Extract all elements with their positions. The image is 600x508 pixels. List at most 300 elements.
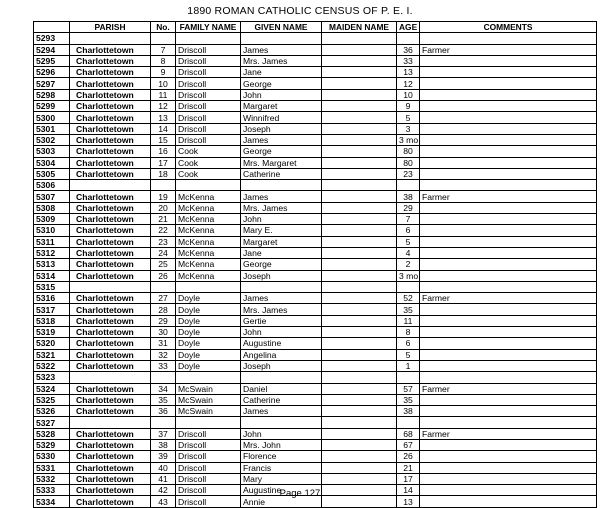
family-name-cell: McSwain <box>176 406 241 417</box>
table-row <box>34 168 597 179</box>
parish-cell: Charlottetown <box>70 89 151 100</box>
table-row <box>34 225 597 236</box>
table-row <box>34 112 597 123</box>
given-name-cell: Catherine <box>241 168 322 179</box>
age-cell: 36 <box>397 44 420 55</box>
age-cell <box>397 372 420 383</box>
census-body <box>34 33 597 507</box>
family-name-cell: Doyle <box>176 338 241 349</box>
family-name-cell: Driscoll <box>176 439 241 450</box>
record-id-cell: 5297 <box>34 78 70 89</box>
family-name-cell: Driscoll <box>176 67 241 78</box>
maiden-name-cell <box>322 281 397 292</box>
table-row <box>34 89 597 100</box>
table-row <box>34 406 597 417</box>
number-cell: 7 <box>151 44 176 55</box>
maiden-name-cell <box>322 236 397 247</box>
table-row <box>34 214 597 225</box>
family-name-cell: Doyle <box>176 293 241 304</box>
number-cell <box>151 372 176 383</box>
parish-cell: Charlottetown <box>70 327 151 338</box>
parish-cell: Charlottetown <box>70 214 151 225</box>
parish-cell: Charlottetown <box>70 44 151 55</box>
record-id-cell: 5315 <box>34 281 70 292</box>
maiden-name-cell <box>322 270 397 281</box>
comments-cell <box>420 123 597 134</box>
family-name-cell: Driscoll <box>176 134 241 145</box>
col-header-comments: COMMENTS <box>420 22 597 33</box>
record-id-cell: 5317 <box>34 304 70 315</box>
record-id-cell: 5309 <box>34 214 70 225</box>
parish-cell <box>70 372 151 383</box>
parish-cell: Charlottetown <box>70 439 151 450</box>
maiden-name-cell <box>322 304 397 315</box>
maiden-name-cell <box>322 394 397 405</box>
record-id-cell: 5299 <box>34 101 70 112</box>
record-id-cell: 5313 <box>34 259 70 270</box>
record-id-cell: 5306 <box>34 180 70 191</box>
parish-cell: Charlottetown <box>70 485 151 496</box>
given-name-cell: Catherine <box>241 394 322 405</box>
parish-cell: Charlottetown <box>70 236 151 247</box>
family-name-cell: Driscoll <box>176 123 241 134</box>
given-name-cell: George <box>241 78 322 89</box>
comments-cell <box>420 180 597 191</box>
parish-cell: Charlottetown <box>70 270 151 281</box>
comments-cell <box>420 327 597 338</box>
family-name-cell: Driscoll <box>176 451 241 462</box>
given-name-cell <box>241 33 322 44</box>
record-id-cell: 5308 <box>34 202 70 213</box>
family-name-cell: Doyle <box>176 349 241 360</box>
maiden-name-cell <box>322 67 397 78</box>
age-cell: 21 <box>397 462 420 473</box>
comments-cell <box>420 168 597 179</box>
comments-cell: Farmer <box>420 383 597 394</box>
given-name-cell: George <box>241 146 322 157</box>
table-row <box>34 473 597 484</box>
given-name-cell <box>241 281 322 292</box>
parish-cell: Charlottetown <box>70 157 151 168</box>
age-cell <box>397 417 420 428</box>
record-id-cell: 5293 <box>34 33 70 44</box>
maiden-name-cell <box>322 123 397 134</box>
parish-cell: Charlottetown <box>70 383 151 394</box>
maiden-name-cell <box>322 134 397 145</box>
parish-cell: Charlottetown <box>70 225 151 236</box>
given-name-cell: Florence <box>241 451 322 462</box>
table-row <box>34 451 597 462</box>
family-name-cell <box>176 281 241 292</box>
family-name-cell: Driscoll <box>176 112 241 123</box>
number-cell: 31 <box>151 338 176 349</box>
table-row <box>34 259 597 270</box>
age-cell: 13 <box>397 67 420 78</box>
number-cell: 41 <box>151 473 176 484</box>
comments-cell <box>420 67 597 78</box>
comments-cell <box>420 394 597 405</box>
given-name-cell: Joseph <box>241 360 322 371</box>
age-cell: 57 <box>397 383 420 394</box>
comments-cell <box>420 146 597 157</box>
given-name-cell: James <box>241 406 322 417</box>
record-id-cell: 5310 <box>34 225 70 236</box>
age-cell: 3 mo <box>397 134 420 145</box>
number-cell: 33 <box>151 360 176 371</box>
comments-cell <box>420 372 597 383</box>
family-name-cell <box>176 417 241 428</box>
number-cell: 38 <box>151 439 176 450</box>
record-id-cell: 5304 <box>34 157 70 168</box>
age-cell: 2 <box>397 259 420 270</box>
table-row <box>34 281 597 292</box>
age-cell: 38 <box>397 406 420 417</box>
document-title: 1890 ROMAN CATHOLIC CENSUS OF P. E. I. <box>187 5 413 17</box>
age-cell: 10 <box>397 89 420 100</box>
age-cell: 35 <box>397 304 420 315</box>
record-id-cell: 5324 <box>34 383 70 394</box>
record-id-cell: 5326 <box>34 406 70 417</box>
given-name-cell: Margaret <box>241 101 322 112</box>
number-cell: 16 <box>151 146 176 157</box>
maiden-name-cell <box>322 451 397 462</box>
maiden-name-cell <box>322 146 397 157</box>
parish-cell <box>70 33 151 44</box>
col-header-maiden-name: MAIDEN NAME <box>322 22 397 33</box>
record-id-cell: 5295 <box>34 55 70 66</box>
record-id-cell: 5303 <box>34 146 70 157</box>
number-cell: 25 <box>151 259 176 270</box>
number-cell: 15 <box>151 134 176 145</box>
parish-cell: Charlottetown <box>70 247 151 258</box>
parish-cell: Charlottetown <box>70 406 151 417</box>
number-cell: 18 <box>151 168 176 179</box>
table-row <box>34 180 597 191</box>
family-name-cell <box>176 372 241 383</box>
table-row <box>34 101 597 112</box>
family-name-cell: McKenna <box>176 202 241 213</box>
given-name-cell: Mrs. James <box>241 55 322 66</box>
family-name-cell <box>176 180 241 191</box>
given-name-cell: John <box>241 428 322 439</box>
maiden-name-cell <box>322 89 397 100</box>
number-cell <box>151 417 176 428</box>
comments-cell <box>420 462 597 473</box>
age-cell: 12 <box>397 78 420 89</box>
given-name-cell: John <box>241 89 322 100</box>
given-name-cell: James <box>241 191 322 202</box>
maiden-name-cell <box>322 406 397 417</box>
age-cell: 9 <box>397 101 420 112</box>
maiden-name-cell <box>322 168 397 179</box>
age-cell: 7 <box>397 214 420 225</box>
parish-cell: Charlottetown <box>70 338 151 349</box>
maiden-name-cell <box>322 462 397 473</box>
record-id-cell: 5334 <box>34 496 70 507</box>
parish-cell: Charlottetown <box>70 428 151 439</box>
parish-cell <box>70 180 151 191</box>
maiden-name-cell <box>322 33 397 44</box>
parish-cell <box>70 281 151 292</box>
family-name-cell: Cook <box>176 168 241 179</box>
table-row <box>34 315 597 326</box>
age-cell: 4 <box>397 247 420 258</box>
table-row <box>34 33 597 44</box>
age-cell: 68 <box>397 428 420 439</box>
parish-cell: Charlottetown <box>70 146 151 157</box>
comments-cell: Farmer <box>420 428 597 439</box>
parish-cell: Charlottetown <box>70 360 151 371</box>
given-name-cell: Jane <box>241 247 322 258</box>
given-name-cell: Joseph <box>241 270 322 281</box>
record-id-cell: 5330 <box>34 451 70 462</box>
age-cell: 17 <box>397 473 420 484</box>
age-cell: 80 <box>397 157 420 168</box>
family-name-cell: Doyle <box>176 360 241 371</box>
age-cell <box>397 180 420 191</box>
table-row <box>34 123 597 134</box>
given-name-cell: Mrs. John <box>241 439 322 450</box>
maiden-name-cell <box>322 383 397 394</box>
header-row <box>34 22 597 33</box>
comments-cell <box>420 78 597 89</box>
table-row <box>34 338 597 349</box>
parish-cell: Charlottetown <box>70 394 151 405</box>
family-name-cell: McSwain <box>176 383 241 394</box>
maiden-name-cell <box>322 338 397 349</box>
age-cell: 5 <box>397 349 420 360</box>
family-name-cell: McSwain <box>176 394 241 405</box>
table-row <box>34 428 597 439</box>
record-id-cell: 5316 <box>34 293 70 304</box>
given-name-cell: Angelina <box>241 349 322 360</box>
number-cell <box>151 180 176 191</box>
parish-cell: Charlottetown <box>70 304 151 315</box>
number-cell: 34 <box>151 383 176 394</box>
given-name-cell: Daniel <box>241 383 322 394</box>
maiden-name-cell <box>322 225 397 236</box>
record-id-cell: 5323 <box>34 372 70 383</box>
family-name-cell: Doyle <box>176 304 241 315</box>
table-row <box>34 349 597 360</box>
maiden-name-cell <box>322 315 397 326</box>
maiden-name-cell <box>322 214 397 225</box>
comments-cell <box>420 101 597 112</box>
parish-cell: Charlottetown <box>70 67 151 78</box>
parish-cell: Charlottetown <box>70 259 151 270</box>
table-row <box>34 191 597 202</box>
age-cell: 80 <box>397 146 420 157</box>
age-cell: 52 <box>397 293 420 304</box>
number-cell: 29 <box>151 315 176 326</box>
record-id-cell: 5305 <box>34 168 70 179</box>
family-name-cell: McKenna <box>176 236 241 247</box>
given-name-cell: Gertie <box>241 315 322 326</box>
parish-cell: Charlottetown <box>70 473 151 484</box>
family-name-cell: Driscoll <box>176 485 241 496</box>
parish-cell <box>70 417 151 428</box>
parish-cell: Charlottetown <box>70 112 151 123</box>
given-name-cell: Augustine <box>241 338 322 349</box>
maiden-name-cell <box>322 360 397 371</box>
maiden-name-cell <box>322 112 397 123</box>
given-name-cell: Winnifred <box>241 112 322 123</box>
given-name-cell: George <box>241 259 322 270</box>
parish-cell: Charlottetown <box>70 496 151 507</box>
record-id-cell: 5294 <box>34 44 70 55</box>
comments-cell: Farmer <box>420 293 597 304</box>
comments-cell <box>420 202 597 213</box>
col-header-record <box>34 22 70 33</box>
family-name-cell: McKenna <box>176 225 241 236</box>
family-name-cell: Driscoll <box>176 89 241 100</box>
record-id-cell: 5328 <box>34 428 70 439</box>
family-name-cell: Driscoll <box>176 44 241 55</box>
table-row <box>34 304 597 315</box>
maiden-name-cell <box>322 327 397 338</box>
age-cell: 14 <box>397 485 420 496</box>
family-name-cell: Doyle <box>176 315 241 326</box>
number-cell: 30 <box>151 327 176 338</box>
comments-cell <box>420 473 597 484</box>
age-cell: 6 <box>397 338 420 349</box>
age-cell: 33 <box>397 55 420 66</box>
comments-cell <box>420 406 597 417</box>
parish-cell: Charlottetown <box>70 101 151 112</box>
record-id-cell: 5302 <box>34 134 70 145</box>
record-id-cell: 5312 <box>34 247 70 258</box>
comments-cell <box>420 112 597 123</box>
family-name-cell: McKenna <box>176 259 241 270</box>
number-cell: 35 <box>151 394 176 405</box>
given-name-cell <box>241 180 322 191</box>
given-name-cell <box>241 417 322 428</box>
maiden-name-cell <box>322 473 397 484</box>
given-name-cell: John <box>241 214 322 225</box>
record-id-cell: 5314 <box>34 270 70 281</box>
comments-cell <box>420 417 597 428</box>
number-cell: 13 <box>151 112 176 123</box>
maiden-name-cell <box>322 78 397 89</box>
number-cell: 32 <box>151 349 176 360</box>
table-row <box>34 327 597 338</box>
comments-cell <box>420 439 597 450</box>
number-cell: 37 <box>151 428 176 439</box>
family-name-cell: McKenna <box>176 270 241 281</box>
record-id-cell: 5321 <box>34 349 70 360</box>
age-cell: 23 <box>397 168 420 179</box>
table-row <box>34 146 597 157</box>
record-id-cell: 5320 <box>34 338 70 349</box>
number-cell: 36 <box>151 406 176 417</box>
number-cell: 8 <box>151 55 176 66</box>
given-name-cell: Francis <box>241 462 322 473</box>
age-cell: 6 <box>397 225 420 236</box>
family-name-cell: Driscoll <box>176 78 241 89</box>
age-cell: 1 <box>397 360 420 371</box>
page-number: Page 127 <box>279 488 321 499</box>
record-id-cell: 5329 <box>34 439 70 450</box>
col-header-family-name: FAMILY NAME <box>176 22 241 33</box>
record-id-cell: 5300 <box>34 112 70 123</box>
age-cell: 13 <box>397 496 420 507</box>
record-id-cell: 5311 <box>34 236 70 247</box>
age-cell: 5 <box>397 112 420 123</box>
parish-cell: Charlottetown <box>70 78 151 89</box>
number-cell: 10 <box>151 78 176 89</box>
parish-cell: Charlottetown <box>70 123 151 134</box>
number-cell <box>151 281 176 292</box>
number-cell: 43 <box>151 496 176 507</box>
comments-cell <box>420 157 597 168</box>
comments-cell <box>420 236 597 247</box>
table-row <box>34 462 597 473</box>
given-name-cell: Mrs. James <box>241 304 322 315</box>
maiden-name-cell <box>322 372 397 383</box>
family-name-cell: Driscoll <box>176 428 241 439</box>
age-cell: 5 <box>397 236 420 247</box>
table-row <box>34 383 597 394</box>
parish-cell: Charlottetown <box>70 293 151 304</box>
comments-cell <box>420 214 597 225</box>
age-cell: 38 <box>397 191 420 202</box>
family-name-cell: Driscoll <box>176 101 241 112</box>
comments-cell <box>420 225 597 236</box>
parish-cell: Charlottetown <box>70 168 151 179</box>
record-id-cell: 5296 <box>34 67 70 78</box>
age-cell: 67 <box>397 439 420 450</box>
comments-cell <box>420 134 597 145</box>
number-cell <box>151 33 176 44</box>
table-row <box>34 44 597 55</box>
number-cell: 9 <box>151 67 176 78</box>
family-name-cell: Cook <box>176 146 241 157</box>
table-row <box>34 270 597 281</box>
family-name-cell: Driscoll <box>176 473 241 484</box>
table-row <box>34 67 597 78</box>
number-cell: 42 <box>151 485 176 496</box>
maiden-name-cell <box>322 101 397 112</box>
comments-cell <box>420 315 597 326</box>
given-name-cell: John <box>241 327 322 338</box>
comments-cell: Farmer <box>420 44 597 55</box>
number-cell: 11 <box>151 89 176 100</box>
parish-cell: Charlottetown <box>70 202 151 213</box>
number-cell: 40 <box>151 462 176 473</box>
parish-cell: Charlottetown <box>70 191 151 202</box>
family-name-cell: Driscoll <box>176 496 241 507</box>
number-cell: 39 <box>151 451 176 462</box>
number-cell: 23 <box>151 236 176 247</box>
table-row <box>34 394 597 405</box>
table-row <box>34 55 597 66</box>
table-row <box>34 134 597 145</box>
family-name-cell: Driscoll <box>176 55 241 66</box>
family-name-cell: McKenna <box>176 191 241 202</box>
comments-cell: Farmer <box>420 191 597 202</box>
comments-cell <box>420 33 597 44</box>
table-row <box>34 157 597 168</box>
record-id-cell: 5331 <box>34 462 70 473</box>
given-name-cell: Annie <box>241 496 322 507</box>
parish-cell: Charlottetown <box>70 349 151 360</box>
comments-cell <box>420 259 597 270</box>
record-id-cell: 5327 <box>34 417 70 428</box>
record-id-cell: 5301 <box>34 123 70 134</box>
maiden-name-cell <box>322 439 397 450</box>
given-name-cell: Mrs. James <box>241 202 322 213</box>
maiden-name-cell <box>322 191 397 202</box>
